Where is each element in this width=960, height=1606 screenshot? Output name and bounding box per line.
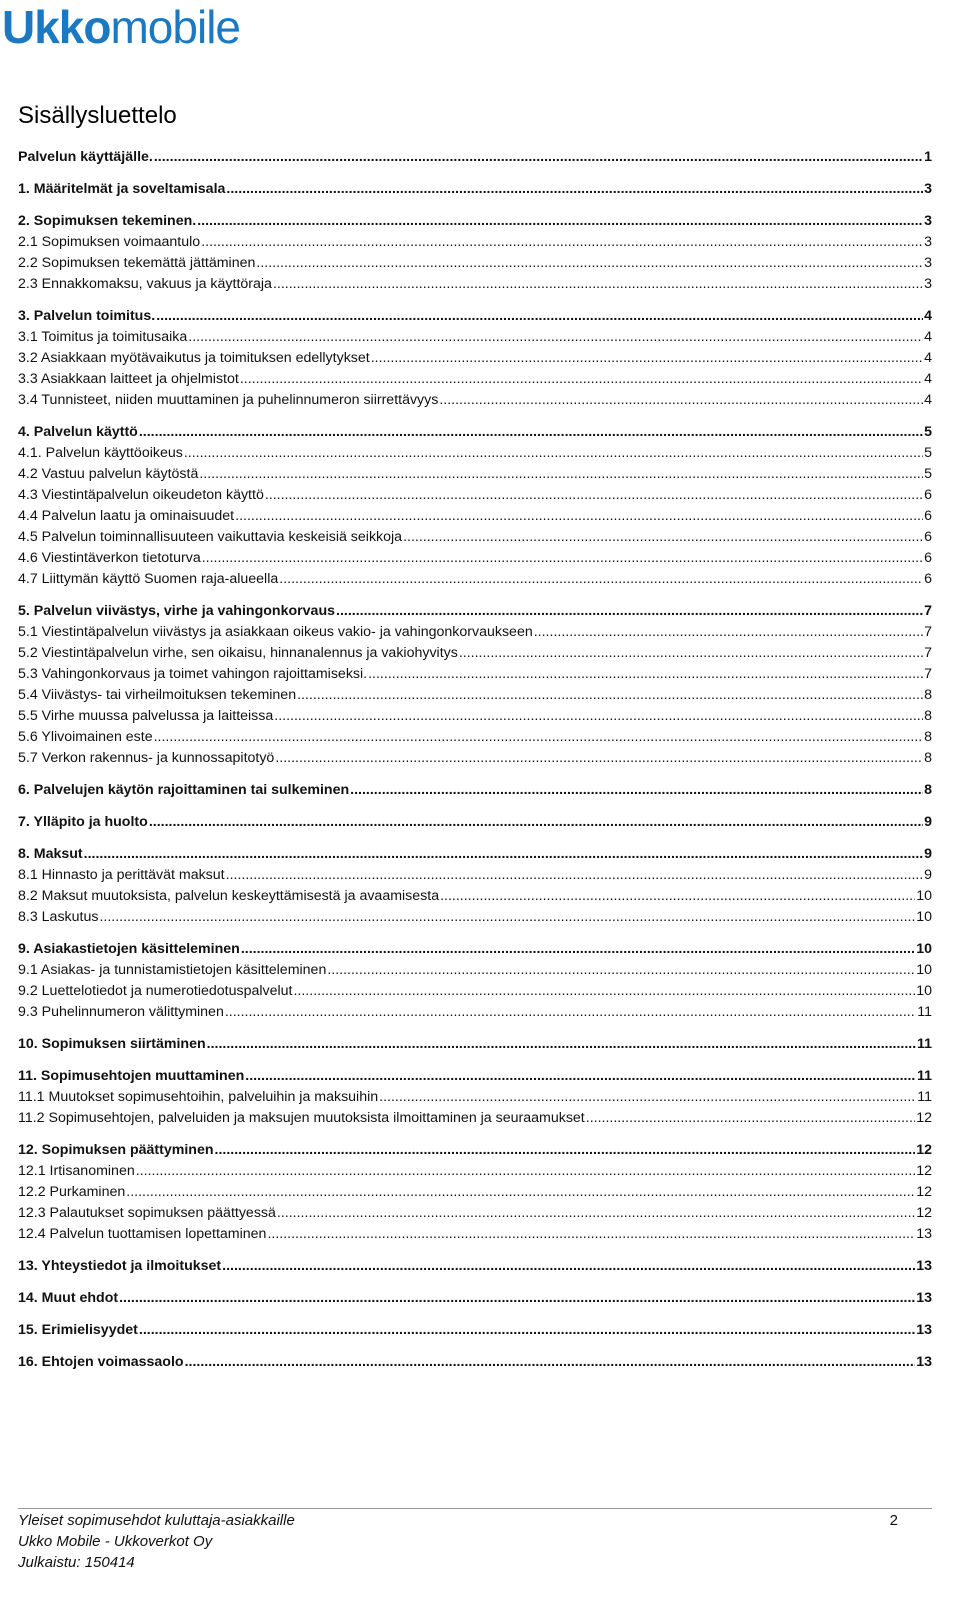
toc-entry-page: 8 (924, 750, 932, 766)
toc-entry[interactable] (18, 506, 932, 527)
toc-entry[interactable] (18, 727, 932, 748)
toc-entry-title: 2.1 Sopimuksen voimaantulo (18, 234, 201, 250)
toc-entry[interactable] (18, 865, 932, 886)
toc-entry[interactable] (18, 569, 932, 590)
toc-entry[interactable] (18, 390, 932, 411)
toc-dot-leader (139, 422, 923, 443)
toc-entry-title: 11.2 Sopimusehtojen, palveluiden ja maksujen muutoksista ilmoittaminen ja seuraamukset (18, 1110, 585, 1126)
toc-dot-leader (440, 886, 915, 907)
toc-entry-page: 10 (916, 941, 932, 957)
page-footer (18, 1510, 898, 1573)
toc-entry-page: 12 (916, 1163, 932, 1179)
toc-entry-page: 7 (924, 645, 932, 661)
toc-entry-title: 4.6 Viestintäverkon tietoturva (18, 550, 201, 566)
toc-dot-leader (154, 727, 924, 748)
toc-entry-title: 12.2 Purkaminen (18, 1184, 126, 1200)
toc-entry-title: 8. Maksut (18, 846, 83, 862)
table-of-contents (18, 147, 932, 1373)
toc-entry[interactable] (18, 274, 932, 295)
toc-entry-title: 4.2 Vastuu palvelun käytöstä (18, 466, 199, 482)
toc-entry-page: 12 (916, 1110, 932, 1126)
toc-entry-title: 2.3 Ennakkomaksu, vakuus ja käyttöraja (18, 276, 272, 292)
toc-entry[interactable] (18, 485, 932, 506)
toc-entry[interactable] (18, 464, 932, 485)
toc-entry[interactable] (18, 780, 932, 801)
toc-entry-title: 2.2 Sopimuksen tekemättä jättäminen (18, 255, 256, 271)
toc-entry[interactable] (18, 812, 932, 833)
toc-entry-page: 3 (924, 276, 932, 292)
footer-company: Ukko Mobile - Ukkoverkot Oy (18, 1533, 213, 1550)
toc-dot-leader (297, 685, 923, 706)
toc-dot-leader (336, 601, 923, 622)
toc-entry-page: 8 (924, 782, 932, 798)
toc-entry[interactable] (18, 253, 932, 274)
toc-entry-page: 4 (924, 308, 932, 324)
toc-entry[interactable] (18, 232, 932, 253)
toc-entry[interactable] (18, 443, 932, 464)
toc-entry[interactable] (18, 211, 932, 232)
toc-entry-page: 11 (917, 1068, 932, 1084)
toc-dot-leader (139, 1320, 915, 1341)
toc-dot-leader (226, 179, 923, 200)
toc-dot-leader (327, 960, 915, 981)
toc-entry-page: 12 (916, 1142, 932, 1158)
toc-dot-leader (136, 1161, 915, 1182)
toc-entry[interactable] (18, 1002, 932, 1023)
toc-entry-page: 9 (924, 867, 932, 883)
toc-entry[interactable] (18, 1140, 932, 1161)
ukko-mobile-logo (2, 1, 240, 53)
toc-dot-leader (371, 348, 923, 369)
toc-entry-title: 3.1 Toimitus ja toimitusaika (18, 329, 188, 345)
toc-entry-title: 3. Palvelun toimitus. (18, 308, 156, 324)
toc-entry-title: 10. Sopimuksen siirtäminen (18, 1036, 206, 1052)
toc-entry-title: 5.4 Viivästys- tai virheilmoituksen tekeminen (18, 687, 297, 703)
toc-entry[interactable] (18, 327, 932, 348)
toc-entry-page: 3 (924, 213, 932, 229)
toc-entry[interactable] (18, 306, 932, 327)
toc-entry-title: 1. Määritelmät ja soveltamisala (18, 181, 226, 197)
toc-entry-page: 8 (924, 729, 932, 745)
toc-entry-title: 15. Erimielisyydet (18, 1322, 138, 1338)
toc-entry-page: 13 (916, 1226, 932, 1242)
toc-entry-page: 13 (916, 1258, 932, 1274)
toc-entry-page: 3 (924, 234, 932, 250)
toc-entry[interactable] (18, 622, 932, 643)
toc-entry-page: 10 (916, 909, 932, 925)
toc-entry[interactable] (18, 886, 932, 907)
toc-entry-page: 12 (916, 1205, 932, 1221)
toc-entry-page: 4 (924, 392, 932, 408)
toc-entry[interactable] (18, 1066, 932, 1087)
toc-dot-leader (84, 844, 923, 865)
footer-divider (18, 1508, 932, 1509)
toc-entry-page: 7 (924, 624, 932, 640)
toc-entry-page: 13 (916, 1290, 932, 1306)
toc-dot-leader (215, 1140, 916, 1161)
logo-part-mobile: mobile (110, 1, 240, 53)
toc-entry[interactable] (18, 1087, 932, 1108)
toc-entry[interactable] (18, 1108, 932, 1129)
toc-entry-page: 7 (924, 666, 932, 682)
toc-dot-leader (154, 147, 923, 168)
toc-entry-page: 4 (924, 350, 932, 366)
toc-entry-page: 6 (924, 571, 932, 587)
toc-entry[interactable] (18, 527, 932, 548)
toc-dot-leader (126, 1182, 915, 1203)
toc-entry-title: 13. Yhteystiedot ja ilmoitukset (18, 1258, 222, 1274)
toc-entry[interactable] (18, 1352, 932, 1373)
toc-dot-leader (202, 548, 923, 569)
toc-dot-leader (241, 939, 915, 960)
toc-entry-title: 8.2 Maksut muutoksista, palvelun keskeyttämisestä ja avaamisesta (18, 888, 440, 904)
toc-entry-page: 13 (916, 1354, 932, 1370)
toc-dot-leader (99, 907, 915, 928)
toc-dot-leader (199, 464, 923, 485)
toc-entry-page: 10 (916, 888, 932, 904)
toc-entry[interactable] (18, 664, 932, 685)
toc-entry[interactable] (18, 1256, 932, 1277)
toc-entry-title: 9.3 Puhelinnumeron välittyminen (18, 1004, 224, 1020)
toc-entry[interactable] (18, 1203, 932, 1224)
toc-entry-page: 5 (924, 445, 932, 461)
toc-entry-page: 13 (916, 1322, 932, 1338)
toc-entry-title: 5.7 Verkon rakennus- ja kunnossapitotyö (18, 750, 275, 766)
toc-dot-leader (201, 232, 923, 253)
toc-entry-title: 4.5 Palvelun toiminnallisuuteen vaikuttavia keskeisiä seikkoja (18, 529, 403, 545)
toc-entry-title: 11. Sopimusehtojen muuttaminen (18, 1068, 245, 1084)
toc-entry[interactable] (18, 643, 932, 664)
toc-entry[interactable] (18, 548, 932, 569)
toc-entry-title: 2. Sopimuksen tekeminen. (18, 213, 197, 229)
toc-dot-leader (207, 1034, 916, 1055)
toc-dot-leader (274, 706, 923, 727)
toc-entry-title: 9. Asiakastietojen käsitteleminen (18, 941, 240, 957)
toc-dot-leader (275, 748, 923, 769)
toc-dot-leader (149, 812, 923, 833)
toc-entry-page: 11 (917, 1004, 932, 1020)
toc-entry-title: 9.1 Asiakas- ja tunnistamistietojen käsitteleminen (18, 962, 327, 978)
toc-entry-title: 16. Ehtojen voimassaolo (18, 1354, 184, 1370)
toc-entry[interactable] (18, 422, 932, 443)
toc-entry-page: 11 (917, 1036, 932, 1052)
toc-entry[interactable] (18, 147, 932, 168)
toc-dot-leader (222, 1256, 915, 1277)
toc-entry-title: 12.1 Irtisanominen (18, 1163, 135, 1179)
toc-dot-leader (240, 369, 923, 390)
toc-dot-leader (403, 527, 923, 548)
toc-dot-leader (245, 1066, 916, 1087)
toc-entry-title: 9.2 Luettelotiedot ja numerotiedotuspalvelut (18, 983, 293, 999)
toc-dot-leader (267, 1224, 915, 1245)
toc-entry-title: 4.4 Palvelun laatu ja ominaisuudet (18, 508, 235, 524)
toc-dot-leader (293, 981, 915, 1002)
toc-entry-page: 8 (924, 708, 932, 724)
toc-entry-title: 5.6 Ylivoimainen este (18, 729, 153, 745)
toc-entry[interactable] (18, 348, 932, 369)
toc-entry[interactable] (18, 1320, 932, 1341)
toc-dot-leader (156, 306, 923, 327)
toc-entry-page: 4 (924, 329, 932, 345)
toc-entry[interactable] (18, 1224, 932, 1245)
toc-entry[interactable] (18, 844, 932, 865)
toc-entry[interactable] (18, 960, 932, 981)
toc-dot-leader (197, 211, 923, 232)
toc-entry-title: 4. Palvelun käyttö (18, 424, 138, 440)
toc-entry-page: 9 (924, 846, 932, 862)
toc-dot-leader (586, 1108, 915, 1129)
toc-entry-page: 12 (916, 1184, 932, 1200)
toc-entry[interactable] (18, 907, 932, 928)
toc-entry-page: 6 (924, 550, 932, 566)
toc-dot-leader (235, 506, 923, 527)
toc-dot-leader (188, 327, 923, 348)
toc-entry-page: 6 (924, 487, 932, 503)
page-title: Sisällysluettelo (18, 102, 177, 129)
toc-dot-leader (226, 865, 923, 886)
toc-entry-page: 7 (924, 603, 932, 619)
toc-entry-title: 6. Palvelujen käytön rajoittaminen tai sulkeminen (18, 782, 350, 798)
toc-dot-leader (459, 643, 923, 664)
toc-dot-leader (368, 664, 923, 685)
toc-entry[interactable] (18, 1034, 932, 1055)
toc-dot-leader (439, 390, 923, 411)
toc-entry-title: 4.1. Palvelun käyttöoikeus (18, 445, 183, 461)
toc-entry-page: 4 (924, 371, 932, 387)
toc-entry-page: 3 (924, 255, 932, 271)
footer-page-number: 2 (889, 1512, 898, 1529)
toc-entry[interactable] (18, 1288, 932, 1309)
toc-entry-title: 12.3 Palautukset sopimuksen päättyessä (18, 1205, 276, 1221)
toc-dot-leader (534, 622, 923, 643)
toc-entry-page: 5 (924, 424, 932, 440)
toc-entry[interactable] (18, 939, 932, 960)
toc-entry-title: 5.2 Viestintäpalvelun virhe, sen oikaisu, hinnanalennus ja vakiohyvitys (18, 645, 458, 661)
toc-dot-leader (277, 1203, 915, 1224)
toc-entry[interactable] (18, 179, 932, 200)
toc-entry-title: 12. Sopimuksen päättyminen (18, 1142, 214, 1158)
logo-part-ukko: Ukko (2, 1, 111, 53)
toc-entry-page: 9 (924, 814, 932, 830)
toc-dot-leader (256, 253, 923, 274)
toc-entry-title: 5.3 Vahingonkorvaus ja toimet vahingon rajoittamiseksi. (18, 666, 368, 682)
toc-entry-page: 6 (924, 508, 932, 524)
toc-dot-leader (225, 1002, 916, 1023)
toc-entry[interactable] (18, 1161, 932, 1182)
toc-dot-leader (184, 443, 923, 464)
toc-entry[interactable] (18, 706, 932, 727)
toc-entry-title: Palvelun käyttäjälle. (18, 149, 153, 165)
toc-entry-page: 8 (924, 687, 932, 703)
toc-dot-leader (350, 780, 923, 801)
toc-entry-page: 3 (924, 181, 932, 197)
toc-entry-page: 6 (924, 529, 932, 545)
toc-entry-page: 11 (917, 1089, 932, 1105)
toc-entry[interactable] (18, 1182, 932, 1203)
toc-entry-page: 10 (916, 962, 932, 978)
toc-entry[interactable] (18, 369, 932, 390)
toc-dot-leader (379, 1087, 916, 1108)
toc-entry-title: 7. Ylläpito ja huolto (18, 814, 148, 830)
toc-dot-leader (265, 485, 923, 506)
toc-entry-title: 3.4 Tunnisteet, niiden muuttaminen ja puhelinnumeron siirrettävyys (18, 392, 439, 408)
toc-entry[interactable] (18, 748, 932, 769)
toc-entry-title: 11.1 Muutokset sopimusehtoihin, palveluihin ja maksuihin (18, 1089, 379, 1105)
toc-entry[interactable] (18, 981, 932, 1002)
toc-entry-title: 14. Muut ehdot (18, 1290, 119, 1306)
toc-dot-leader (119, 1288, 915, 1309)
toc-entry-title: 4.3 Viestintäpalvelun oikeudeton käyttö (18, 487, 264, 503)
toc-entry[interactable] (18, 601, 932, 622)
toc-dot-leader (185, 1352, 916, 1373)
toc-entry-page: 5 (924, 466, 932, 482)
toc-entry-title: 5.5 Virhe muussa palvelussa ja laitteissa (18, 708, 274, 724)
toc-entry-title: 5. Palvelun viivästys, virhe ja vahingonkorvaus (18, 603, 335, 619)
toc-entry-title: 5.1 Viestintäpalvelun viivästys ja asiakkaan oikeus vakio- ja vahingonkorvaukseen (18, 624, 533, 640)
toc-entry-title: 3.2 Asiakkaan myötävaikutus ja toimituksen edellytykset (18, 350, 370, 366)
toc-entry[interactable] (18, 685, 932, 706)
toc-entry-title: 8.3 Laskutus (18, 909, 99, 925)
footer-document-title: Yleiset sopimusehdot kuluttaja-asiakkaille (18, 1512, 295, 1529)
toc-dot-leader (273, 274, 923, 295)
toc-entry-title: 12.4 Palvelun tuottamisen lopettaminen (18, 1226, 267, 1242)
footer-published: Julkaistu: 150414 (18, 1554, 135, 1571)
toc-entry-page: 10 (916, 983, 932, 999)
toc-entry-page: 1 (924, 149, 932, 165)
toc-entry-title: 3.3 Asiakkaan laitteet ja ohjelmistot (18, 371, 239, 387)
toc-entry-title: 4.7 Liittymän käyttö Suomen raja-alueella (18, 571, 279, 587)
toc-dot-leader (279, 569, 923, 590)
toc-entry-title: 8.1 Hinnasto ja perittävät maksut (18, 867, 225, 883)
